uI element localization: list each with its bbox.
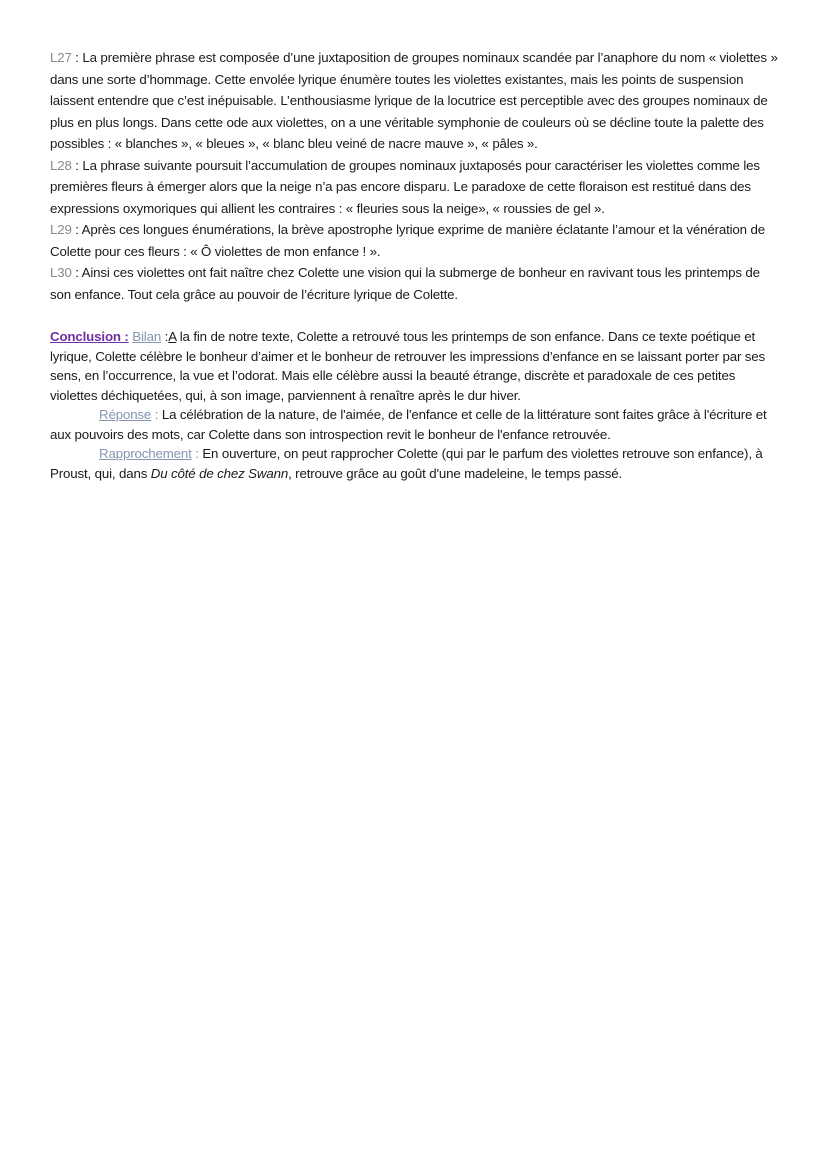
- label-separator: :: [71, 265, 82, 280]
- paragraph-l30: [50, 262, 780, 305]
- conclusion-section: [50, 327, 780, 483]
- paragraph-text: La phrase suivante poursuit l’accumulation de groupes nominaux juxtaposés pour caractériser les violettes comme les premières fleurs à émerger alors que la neige n’a pas encore disparu. Le paradoxe de cette floraison est restitué dans des expressions oxymoriques qui allient les contraires : « fleuries sous la neige», « roussies de gel ».: [50, 157, 760, 216]
- bilan-initial: A: [168, 329, 177, 344]
- book-title: Du côté de chez Swann: [150, 465, 289, 481]
- conclusion-bilan: [50, 327, 780, 405]
- label-separator: :: [71, 50, 83, 65]
- document-page: [50, 47, 780, 483]
- paragraph-l28: [50, 155, 780, 220]
- conclusion-reponse: [50, 405, 780, 444]
- conclusion-heading: Conclusion :: [50, 329, 129, 344]
- line-label: L29: [50, 222, 72, 237]
- line-label: L30: [50, 265, 72, 280]
- paragraph-text: Après ces longues énumérations, la brève apostrophe lyrique exprime de manière éclatante l’amour et la vénération de Colette pour ces fleurs : « Ô violettes de mon enfance ! ».: [50, 222, 765, 259]
- paragraph-l27: [50, 47, 780, 155]
- line-label: L27: [50, 50, 72, 65]
- label-separator: :: [71, 222, 82, 237]
- rapprochement-text-end: , retrouve grâce au goût d'une madeleine, le temps passé.: [288, 465, 623, 481]
- reponse-label: Réponse: [99, 407, 152, 422]
- label-separator: :: [151, 407, 162, 422]
- rapprochement-label: Rapprochement: [99, 446, 192, 461]
- paragraph-l29: [50, 219, 780, 262]
- bilan-label: Bilan: [132, 329, 162, 344]
- rapprochement-text: En ouverture, on peut rapprocher Colette (qui par le parfum des violettes retrouve son enfance), à Proust, qui, dans: [50, 446, 763, 481]
- line-label: L28: [50, 157, 72, 173]
- paragraph-text: Ainsi ces violettes ont fait naître chez Colette une vision qui la submerge de bonheur en ravivant tous les printemps de son enfance. Tout cela grâce au pouvoir de l’écriture lyrique de Colette.: [50, 265, 760, 302]
- bilan-text: la fin de notre texte, Colette a retrouvé tous les printemps de son enfance. Dans ce texte poétique et lyrique, Colette célèbre le bonheur d’aimer et le bonheur de retrouver les impressions d’enfance en se laissant porter par ses sens, en l’occurrence, la vue et l’odorat. Mais elle célèbre aussi la beauté étrange, discrète et paradoxale de ces petites violettes déchiquetées, qui, à son image, parviennent à renaître après le dur hiver.: [50, 329, 766, 403]
- paragraph-text: La première phrase est composée d’une juxtaposition de groupes nominaux scandée par l’anaphore du nom « violettes » dans une sorte d’hommage. Cette envolée lyrique énumère toutes les violettes existantes, mais les points de suspension laissent entendre que c’est inépuisable. L’enthousiasme lyrique de la locutrice est perceptible avec des groupes nominaux de plus en plus longs. Dans cette ode aux violettes, on a une véritable symphonie de couleurs où se décline toute la palette des possibles : « blanches », « bleues », « blanc bleu veiné de nacre mauve », « pâles ».: [50, 50, 778, 151]
- conclusion-rapprochement: [50, 444, 780, 483]
- line-analysis: [50, 47, 780, 305]
- reponse-text: La célébration de la nature, de l'aimée, de l'enfance et celle de la littérature sont faites grâce à l'écriture et aux pouvoirs des mots, car Colette dans son introspection revit le bonheur de l'enfance retrouvée.: [50, 407, 767, 442]
- label-separator: :: [191, 446, 203, 461]
- label-separator: :: [161, 329, 169, 344]
- label-separator: :: [71, 157, 83, 173]
